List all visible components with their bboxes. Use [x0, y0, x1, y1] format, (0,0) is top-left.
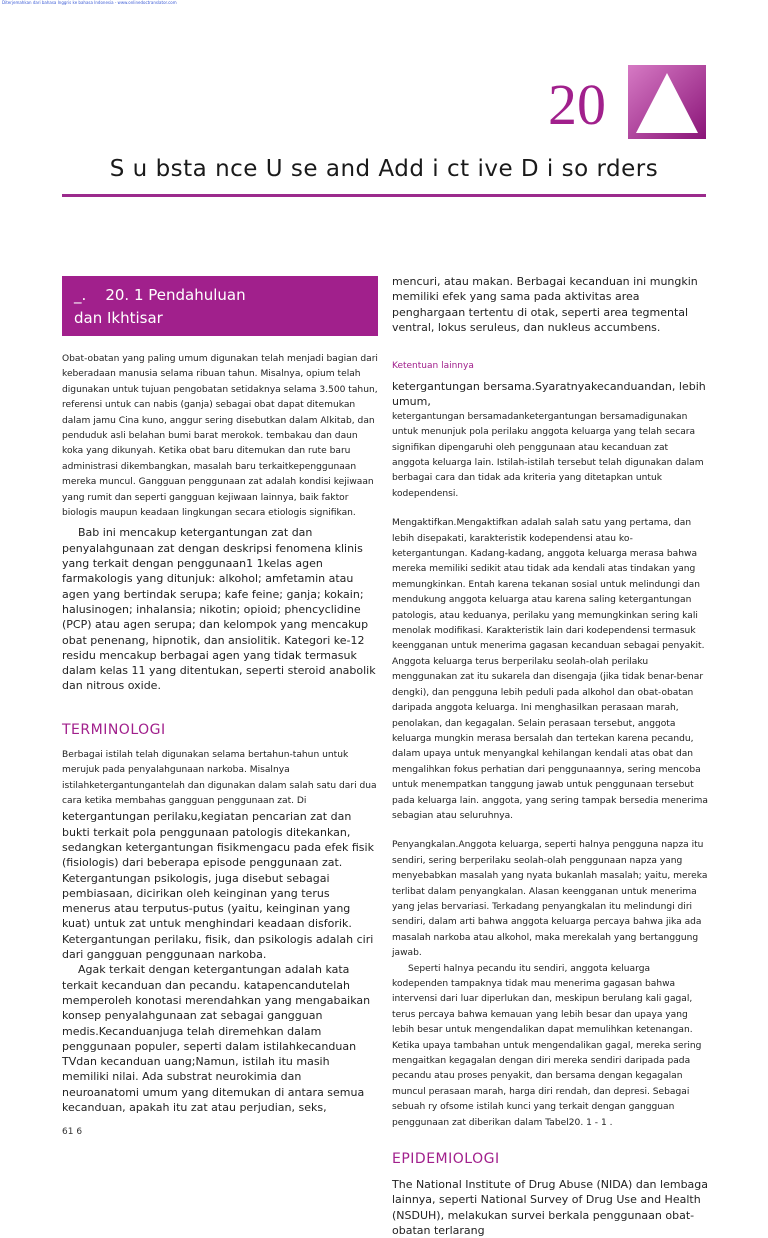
epidemiology-paragraph: The National Institute of Drug Abuse (NIDA) dan lembaga lainnya, seperti National Survey of Drug Use and Health (NSDUH), melakukan survei berkala penggunaan obat-obatan terlarang: [392, 1178, 709, 1237]
denial-paragraph: Penyangkalan.Anggota keluarga, seperti halnya pengguna napza itu sendiri, sering berperilaku seolah-olah penggunaan napza yang menyebabkan masalah yang nyata bukanlah masalah; yaitu, mereka terlibat dalam penyangkalan. Alasan keengganan untuk menerima yang jelas bervariasi. Terkadang penyangkalan itu melindungi diri sendiri, dalam arti bahwa anggota keluarga percaya bahwa jika ada masalah narkoba atau alkohol, maka merekalah yang bertanggung jawab.: [392, 840, 708, 959]
subheading-ketentuan-lainnya: Ketentuan lainnya: [392, 361, 474, 372]
codependence-lead: ketergantungan bersama.Syaratnyakecanduandan, lebih umum,: [392, 380, 706, 409]
page-number: 61 6: [62, 1127, 83, 1138]
heading-terminologi: TERMINOLOGI: [62, 721, 166, 738]
title-divider: [62, 194, 706, 197]
codependent-paragraph: Seperti halnya pecandu itu sendiri, anggota keluarga kodependen tampaknya tidak mau menerima gagasan bahwa intervensi dari luar diperlukan dan, meskipun berulang kali gagal, terus percaya bahwa kemauan yang lebih besar dan upaya yang lebih besar untuk mengendalikan dapat memulihkan ketenangan. Ketika upaya tambahan untuk mengendalikan gagal, mereka sering mengaitkan kegagalan dengan diri mereka sendiri daripada pada pecandu atau proses penyakit, dan bersama dengan kegagalan muncul perasaan marah, harga diri rendah, dan depresi. Sebagai sebuah ry ofsome istilah kunci yang terkait dengan gangguan penggunaan zat diberikan dalam Tabel20. 1 - 1 .: [392, 963, 702, 1128]
intro-paragraph: Obat-obatan yang paling umum digunakan telah menjadi bagian dari keberadaan manusia selama ribuan tahun. Misalnya, opium telah digunakan untuk tujuan pengobatan setidaknya selama 3.500 tahun, referensi untuk can nabis (ganja) sebagai obat dapat ditemukan dalam jamu Cina kuno, anggur sering disebutkan dalam Alkitab, dan penduduk asli belahan bumi barat merokok. tembakau dan daun koka yang dikunyah. Ketika obat baru ditemukan dan rute baru administrasi dikembangkan, masalah baru terkaitkepenggunaan mereka muncul. Gangguan penggunaan zat adalah kondisi kejiwaan yang rumit dan seperti gangguan kejiwaan lainnya, baik faktor biologis maupun keadaan lingkungan secara etiologis signifikan.: [62, 354, 378, 519]
section-title-line1: _. 20. 1 Pendahuluan: [74, 286, 246, 304]
section-heading-box: [62, 276, 378, 336]
section-title-line2: dan Ikhtisar: [74, 309, 163, 327]
enabling-paragraph: Mengaktifkan.Mengaktifkan adalah salah satu yang pertama, dan lebih disepakati, karakteristik kodependensi atau ko-ketergantungan. Kadang-kadang, anggota keluarga merasa bahwa mereka memiliki sedikit atau tidak ada kendali atas tindakan yang memungkinkan. Entah karena tekanan sosial untuk melindungi dan mendukung anggota keluarga atau karena saling ketergantungan patologis, atau keduanya, perilaku yang memungkinkan sering kali menolak modifikasi. Karakteristik lain dari kodependensi termasuk keengganan untuk menerima gagasan kecanduan sebagai penyakit. Anggota keluarga terus berperilaku seolah-olah perilaku menggunakan zat itu sukarela dan disengaja (jika tidak benar-benar dengki), dan pengguna lebih peduli pada alkohol dan obat-obatan daripada anggota keluarga. Ini menghasilkan perasaan marah, penolakan, dan kegagalan. Selain perasaan tersebut, anggota keluarga mungkin merasa bersalah dan tertekan karena pecandu, dalam upaya untuk menyangkal kehilangan kendali atas obat dan mengalihkan fokus perhatian dari penggunaannya, sering mencoba untuk menempatkan tanggung jawab untuk penggunaan tersebut pada keluarga lain. anggota, yang sering tampak bersedia menerima sebagian atau seluruhnya.: [392, 518, 708, 821]
terminology-paragraph: ketergantungan perilaku,kegiatan pencarian zat dan bukti terkait pola penggunaan patologis ditekankan, sedangkan ketergantungan fisikmengacu pada efek fisik (fisiologis) dari beberapa episode penggunaan zat. Ketergantungan psikologis, juga disebut sebagai pembiasaan, dicirikan oleh keinginan yang terus menerus atau terputus-putus (yaitu, keinginan yang kuat) untuk zat untuk menghindari keadaan disforik. Ketergantungan perilaku, fisik, dan psikologis adalah ciri dari gangguan penggunaan narkoba.: [62, 810, 374, 962]
codependence-paragraph: ketergantungan bersamadanketergantungan bersamadigunakan untuk menunjuk pola perilaku anggota keluarga yang telah secara signifikan dipengaruhi oleh penggunaan atau kecanduan zat anggota keluarga lain. Istilah-istilah tersebut telah digunakan dalam berbagai cara dan tidak ada kriteria yang ditetapkan untuk kodependensi.: [392, 411, 704, 499]
terminology-paragraph-intro: Berbagai istilah telah digunakan selama bertahun-tahun untuk merujuk pada penyalahgunaan narkoba. Misalnya istilahketergantungantelah dan digunakan dalam salah satu dari dua cara ketika membahas gangguan penggunaan zat. Di: [62, 749, 377, 806]
addiction-paragraph: Agak terkait dengan ketergantungan adalah kata terkait kecanduan dan pecandu. katapencandutelah memperoleh konotasi merendahkan yang mengabaikan konsep penyalahgunaan zat sebagai gangguan medis.Kecanduanjuga telah diremehkan dalam penggunaan populer, seperti dalam istilahkecanduan TVdan kecanduan uang;Namun, istilah itu masih memiliki nilai. Ada substrat neurokimia dan neuroanatomi umum yang ditemukan di antara semua kecanduan, apakah itu zat atau perjudian, seks,: [62, 963, 371, 1114]
heading-epidemiologi: EPIDEMIOLOGI: [392, 1151, 500, 1168]
translator-link[interactable]: Diterjemahkan dari bahasa Inggris ke bahasa Indonesia - www.onlinedoctranslator.com: [2, 0, 177, 5]
left-column: [62, 276, 378, 1137]
right-column: [392, 274, 708, 1238]
chapter-triangle-icon: [628, 65, 706, 139]
chapter-number: 20: [548, 72, 606, 137]
chapter-title: S u bsta nce U se and Add i ct ive D i so rders: [109, 156, 659, 182]
chapter-scope-paragraph: Bab ini mencakup ketergantungan zat dan penyalahgunaan zat dengan deskripsi fenomena klinis yang terkait dengan penggunaan1 1kelas agen farmakologis yang ditunjuk: alkohol; amfetamin atau agen yang bertindak serupa; kafe feine; ganja; kokain; halusinogen; inhalansia; nikotin; opioid; phencyclidine (PCP) atau agen serupa; dan kelompok yang mencakup obat penenang, hipnotik, dan ansiolitik. Kategori ke-12 residu mencakup berbagai agen yang tidak termasuk dalam kelas 11 yang ditentukan, seperti steroid anabolik dan nitrous oxide.: [62, 526, 376, 693]
continued-paragraph: mencuri, atau makan. Berbagai kecanduan ini mungkin memiliki efek yang sama pada aktivitas area penghargaan tertentu di otak, seperti area tegmental ventral, lokus seruleus, dan nukleus accumbens.: [392, 275, 698, 334]
